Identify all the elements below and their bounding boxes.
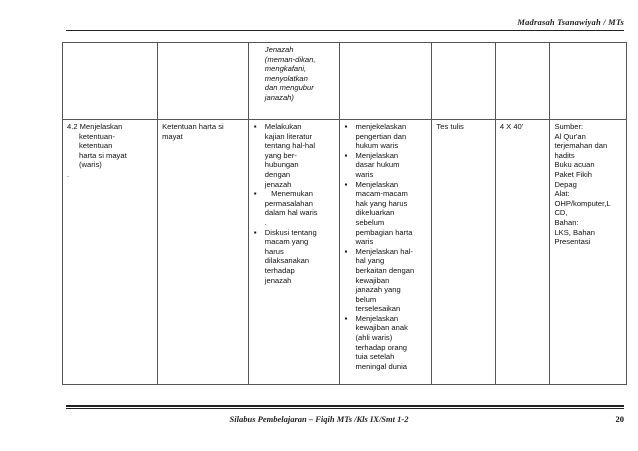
text-line: hadits [554,150,575,160]
text-line: kewajiban [355,275,390,285]
list-item [344,180,428,247]
cell-competency [63,43,158,120]
text-line: dikeluarkan [355,208,395,218]
text-line: dalam hal waris [264,208,318,218]
text-line: waris [355,169,374,179]
text-line: . [264,217,267,227]
continuation-text [253,45,335,103]
text-line: Alat: [554,189,570,199]
text-line: (waris) [79,160,102,170]
text-line: Sumber: [554,122,584,131]
header-rule [66,30,624,31]
indicator-list [344,122,428,371]
text-line: mayat [162,131,183,141]
text-line: dasar hukum [355,160,400,170]
cell-time: 4 X 40' [495,120,550,385]
text-line: terjemahan dan [554,141,608,151]
text-line: ▪ menjekelaskan [355,122,407,131]
cell-assessment [432,43,495,120]
text-line: Bahan: [554,217,579,227]
text-line: terhadap [264,265,295,275]
text-line: janazah) [264,92,294,102]
text-line: belum [355,294,377,304]
text-line: Al Qur'an [554,131,586,141]
text-line: berkaitan dengan [355,265,415,275]
text-line: jenazah [264,179,292,189]
text-line: mengkafani, [264,64,307,74]
text-line: pengertian dan [355,131,407,141]
text-line: . [67,169,70,179]
text-line: 4.2 Menjelaskan [67,122,123,131]
text-line: ▪ Menjelaskan [355,313,399,323]
text-line: kajian literatur [264,131,313,141]
text-line: ▪ Menjelaskan hal- [355,246,413,256]
text-line: macam-macam [355,189,408,199]
syllabus-table [62,42,627,385]
text-line: Jenazah [264,45,294,54]
text-line: pembagian harta [355,227,413,237]
cell-competency [63,120,158,385]
text-line: Ketentuan harta si [162,122,224,131]
text-line: OHP/komputer,L [554,198,611,208]
text-line: hak yang harus [355,198,408,208]
text-line: hubungan [264,160,299,170]
list-item [253,189,335,227]
text-line: LKS, Bahan [554,227,595,237]
text-line: hal yang [355,256,385,266]
text-line: jenazah [264,275,292,285]
footer-rule-thin [66,408,624,409]
cell-indicator [339,120,432,385]
text-line: permasalahan [264,198,313,208]
text-line: ▪ Menjelaskan [355,150,399,160]
text-line: ▪ Melakukan [264,122,302,131]
text-line: tentang hal-hal [264,141,316,151]
text-line: ▪ Menemukan [264,189,313,199]
list-item [344,247,428,314]
list-item [344,314,428,372]
footer-rule [66,405,624,407]
cell-activity [248,43,339,120]
text-line: terhadap orang [355,342,408,352]
cell-material [158,120,249,385]
list-item [253,122,335,189]
cell-material [158,43,249,120]
activity-list [253,122,335,285]
text-line: Presentasi [554,237,591,247]
text-line: CD, [554,208,568,218]
text-line: ketentuan- [79,131,115,141]
cell-source [550,120,627,385]
text-line: harus [264,246,284,256]
table-row [63,120,627,385]
cell-assessment: Tes tulis [432,120,495,385]
text-line: (meman-dikan, [264,54,316,64]
text-line: ▪ Menjelaskan [355,179,399,189]
text-line: macam yang [264,237,309,247]
text-line: dan mengubur [264,83,314,93]
text-line: Buku acuan [554,160,595,170]
text-line: harta si mayat [79,150,127,160]
text-line: meningal dunia [355,361,408,371]
list-item [344,151,428,180]
text-line: dilaksanakan [264,256,310,266]
text-line: hukum waris [355,141,399,151]
text-line: kewajiban anak [355,323,408,333]
text-line: menyolatkan [264,73,308,83]
text-line: sebelum [355,217,385,227]
text-line: Paket Fikih [554,169,593,179]
text-line: dengan [264,169,291,179]
text-line: ketentuan [79,141,113,151]
cell-indicator [339,43,432,120]
table-row [63,43,627,120]
cell-source [550,43,627,120]
list-item [253,228,335,286]
text-line: waris [355,237,374,247]
text-line: Depag [554,179,577,189]
text-line: janazah yang [355,285,401,295]
running-header: Madrasah Tsanawiyah / MTs [517,17,624,27]
cell-time [495,43,550,120]
text-line: tuia setelah [355,352,395,362]
text-line: ▪ Diskusi tentang [264,227,317,237]
page-number: 20 [615,414,624,424]
cell-activity [248,120,339,385]
text-line: terselesaikan [355,304,401,314]
text-line: yang ber- [264,150,297,160]
running-footer: Silabus Pembelajaran – Fiqih MTs /Kls IX/Smt 1-2 [229,414,409,424]
text-line: (ahli waris) [355,333,393,343]
list-item [344,122,428,151]
